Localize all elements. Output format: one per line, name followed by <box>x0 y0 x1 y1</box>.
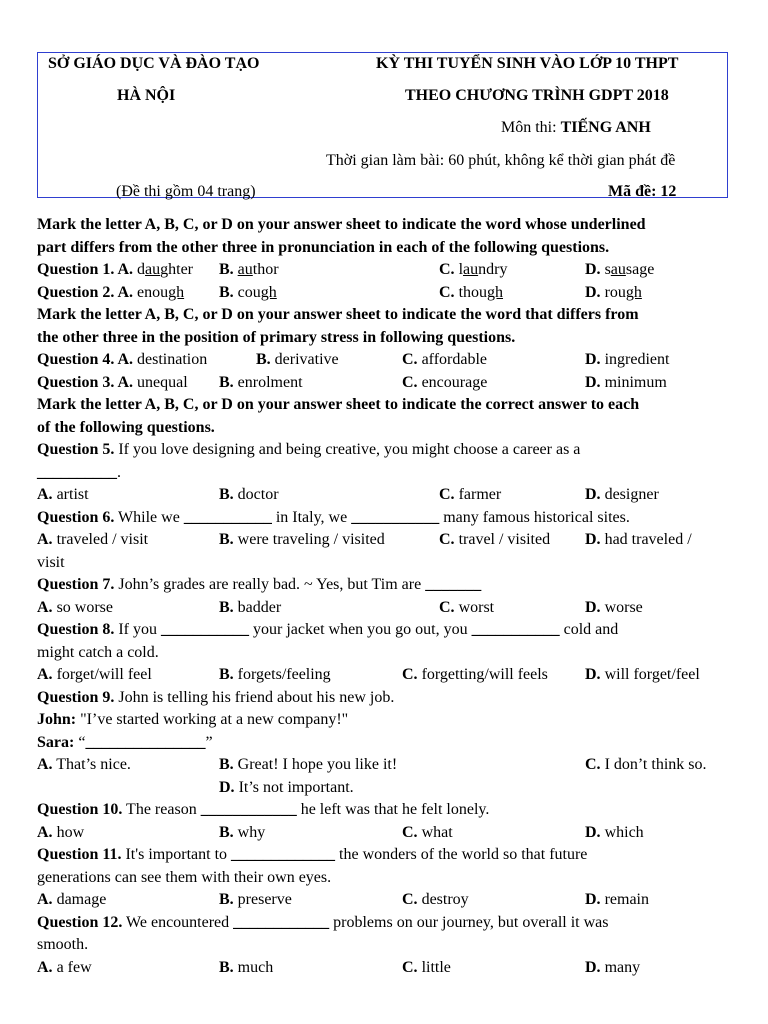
q2-a-underlined: gh <box>168 283 185 301</box>
q12-c-text: little <box>421 958 451 976</box>
q6-blank-2: ___________ <box>351 508 440 526</box>
q9-john-text: "I’ve started working at a new company!" <box>76 711 349 728</box>
q2-b-letter: B. <box>219 283 234 301</box>
q5-c-text: farmer <box>458 486 502 503</box>
q7-option-b[interactable] <box>219 597 281 620</box>
q2-option-b[interactable] <box>219 282 277 305</box>
q4-d-text: ingredient <box>604 351 670 368</box>
q12-option-a[interactable] <box>37 957 92 980</box>
q10-t1: The reason <box>122 801 201 818</box>
q8-c-text: forgetting/will feels <box>421 666 548 683</box>
q2-d-underlined: gh <box>625 283 642 301</box>
question-5-stem-cont <box>37 462 737 485</box>
instruction-stress-1: Mark the letter A, B, C, or D on your answer sheet to indicate the word that differs from <box>37 306 639 323</box>
q5-b-letter: B. <box>219 486 234 503</box>
exam-program: THEO CHƯƠNG TRÌNH GDPT 2018 <box>405 87 669 104</box>
q2-option-d[interactable] <box>585 282 642 305</box>
q8-option-d[interactable] <box>585 664 700 687</box>
q9-a-letter: A. <box>37 756 53 773</box>
question-12-options <box>37 957 737 980</box>
question-4 <box>37 349 737 372</box>
q6-option-c[interactable] <box>439 529 550 552</box>
q12-b-letter: B. <box>219 958 234 976</box>
q11-label: Question 11. <box>37 846 122 863</box>
q3-option-d[interactable] <box>585 372 667 395</box>
question-5-stem <box>37 439 737 462</box>
q11-blank: _____________ <box>231 846 336 863</box>
q4-a-text: destination <box>137 351 208 368</box>
q9-b-letter: B. <box>219 756 234 773</box>
q4-option-d[interactable] <box>585 349 669 372</box>
subject-name: TIẾNG ANH <box>560 119 651 136</box>
q1-c-letter: C. <box>439 261 455 278</box>
q9-sara-open-quote: “ <box>74 733 86 751</box>
q6-label: Question 6. <box>37 508 115 526</box>
q10-c-text: what <box>421 823 453 841</box>
q10-b-letter: B. <box>219 823 234 841</box>
q12-a-letter: A. <box>37 958 53 976</box>
q12-c-letter: C. <box>402 958 418 976</box>
exam-questions <box>37 214 737 979</box>
q9-option-c[interactable] <box>585 754 707 777</box>
q12-d-letter: D. <box>585 958 601 976</box>
q9-label: Question 9. <box>37 688 115 706</box>
question-9-options <box>37 754 737 777</box>
q6-b-text: were traveling / visited <box>237 531 385 548</box>
q4-label: Question 4. A. <box>37 351 134 368</box>
q9-option-a[interactable] <box>37 754 131 777</box>
q8-t3: cold and <box>559 621 619 638</box>
q6-option-a[interactable] <box>37 529 148 552</box>
q11-d-text: remain <box>604 891 649 908</box>
q12-a-text: a few <box>56 958 92 976</box>
q11-option-c[interactable] <box>402 889 469 912</box>
q11-a-text: damage <box>56 891 107 908</box>
q12-option-d[interactable] <box>585 957 640 980</box>
question-9-stem <box>37 687 737 710</box>
q10-t2: he left was that he felt lonely. <box>296 801 490 818</box>
question-5-options <box>37 484 737 507</box>
q7-a-letter: A. <box>37 598 53 616</box>
q2-option-c[interactable] <box>439 282 503 305</box>
q2-c-pre: thou <box>458 283 488 301</box>
city-name: HÀ NỘI <box>117 87 176 104</box>
instruction-pronunciation-1: Mark the letter A, B, C, or D on your answer sheet to indicate the word whose underlined <box>37 216 646 233</box>
q9-c-text: I don’t think so. <box>604 756 707 773</box>
q4-b-letter: B. <box>256 351 271 368</box>
q10-label: Question 10. <box>37 801 123 818</box>
q7-option-a[interactable] <box>37 597 113 620</box>
q11-c-letter: C. <box>402 891 418 908</box>
q11-c-text: destroy <box>421 891 469 908</box>
question-11-stem-cont: generations can see them with their own eyes. <box>37 868 332 886</box>
q12-t2: problems on our journey, but overall it was <box>329 913 609 931</box>
q1-option-c[interactable] <box>439 259 507 282</box>
q1-d-underlined: au <box>610 261 626 278</box>
question-7-options <box>37 597 737 620</box>
q7-c-letter: C. <box>439 598 455 616</box>
q1-option-d[interactable] <box>585 259 654 282</box>
q3-a-text: unequal <box>137 373 188 391</box>
q7-d-letter: D. <box>585 598 601 616</box>
q9-sara-close-quote: ” <box>205 733 213 751</box>
time-limit: Thời gian làm bài: 60 phút, không kể thời gian phát đề <box>326 152 676 169</box>
q7-d-text: worse <box>604 598 643 616</box>
q3-option-b[interactable] <box>219 372 303 395</box>
q12-blank: ____________ <box>233 913 330 931</box>
subject-label: Môn thi: <box>501 119 561 136</box>
q11-option-b[interactable] <box>219 889 292 912</box>
q8-d-letter: D. <box>585 666 601 683</box>
q3-b-letter: B. <box>219 373 234 391</box>
question-6-stem <box>37 507 737 530</box>
q1-b-post: thor <box>252 261 279 278</box>
q10-a-text: how <box>56 823 85 841</box>
q5-b-text: doctor <box>237 486 279 503</box>
q7-blank: _______ <box>425 576 482 593</box>
q7-b-letter: B. <box>219 598 234 616</box>
q8-option-b[interactable] <box>219 664 331 687</box>
q10-option-a[interactable] <box>37 822 84 845</box>
q1-d-post: sage <box>625 261 655 278</box>
q6-d-text: had traveled / <box>604 531 692 548</box>
q5-a-letter: A. <box>37 486 53 503</box>
q5-option-d[interactable] <box>585 484 659 507</box>
q6-c-text: travel / visited <box>458 531 551 548</box>
q2-a-pre: enou <box>137 283 169 301</box>
q6-a-text: traveled / visit <box>56 531 149 548</box>
question-12-stem-cont: smooth. <box>37 936 89 953</box>
q10-a-letter: A. <box>37 823 53 841</box>
q4-option-b[interactable] <box>256 349 339 372</box>
question-2 <box>37 282 737 305</box>
q10-option-c[interactable] <box>402 822 453 845</box>
q5-tail: . <box>117 463 121 481</box>
q9-b-text: Great! I hope you like it! <box>237 756 398 773</box>
q11-a-letter: A. <box>37 891 53 908</box>
q3-c-letter: C. <box>402 373 418 391</box>
q12-d-text: many <box>604 958 641 976</box>
q5-blank: __________ <box>37 463 117 481</box>
q1-b-underlined: au <box>237 261 253 278</box>
instruction-correct-2: of the following questions. <box>37 418 215 436</box>
q8-d-text: will forget/feel <box>604 666 700 683</box>
q8-blank-2: ___________ <box>471 621 560 638</box>
q9-d-text: It’s not important. <box>238 778 354 796</box>
q10-d-letter: D. <box>585 823 601 841</box>
q9-option-b[interactable] <box>219 754 397 777</box>
question-1 <box>37 259 737 282</box>
q5-text: If you love designing and being creative, you might choose a career as a <box>114 441 581 458</box>
q12-t1: We encountered <box>122 913 234 931</box>
q3-c-text: encourage <box>421 373 488 391</box>
q11-t2: the wonders of the world so that future <box>335 846 588 863</box>
q12-b-text: much <box>237 958 274 976</box>
q5-d-letter: D. <box>585 486 601 503</box>
q4-c-text: affordable <box>421 351 488 368</box>
q2-b-pre: cou <box>237 283 261 301</box>
question-12-stem <box>37 912 737 935</box>
q9-sara-blank: _______________ <box>85 733 206 751</box>
q1-b-letter: B. <box>219 261 234 278</box>
q1-c-post: ndry <box>478 261 508 278</box>
q9-sara-line <box>37 732 737 755</box>
q4-d-letter: D. <box>585 351 601 368</box>
q3-b-text: enrolment <box>237 373 303 391</box>
q11-option-d[interactable] <box>585 889 649 912</box>
question-11-options <box>37 889 737 912</box>
q8-b-letter: B. <box>219 666 234 683</box>
q7-option-c[interactable] <box>439 597 494 620</box>
q7-b-text: badder <box>237 598 282 616</box>
q6-t3: many famous historical sites. <box>439 508 630 526</box>
q9-sara-label: Sara: <box>37 733 75 751</box>
question-10-options <box>37 822 737 845</box>
q1-d-letter: D. <box>585 261 601 278</box>
q2-label: Question 2. A. <box>37 283 134 301</box>
q6-option-b[interactable] <box>219 529 385 552</box>
q8-t2: your jacket when you go out, you <box>249 621 472 638</box>
q11-b-letter: B. <box>219 891 234 908</box>
q3-d-letter: D. <box>585 373 601 391</box>
q3-option-c[interactable] <box>402 372 487 395</box>
q8-a-letter: A. <box>37 666 53 683</box>
question-9-options-cont <box>37 777 737 800</box>
q2-option-a[interactable] <box>37 282 184 305</box>
q6-t1: While we <box>114 508 184 526</box>
q2-c-letter: C. <box>439 283 455 301</box>
q8-a-text: forget/will feel <box>56 666 152 683</box>
question-8-options <box>37 664 737 687</box>
q9-text: John is telling his friend about his new job. <box>114 688 395 706</box>
q1-a-post: ghter <box>160 261 193 278</box>
q6-c-letter: C. <box>439 531 455 548</box>
q6-t2: in Italy, we <box>271 508 352 526</box>
q5-option-b[interactable] <box>219 484 279 507</box>
exam-title: KỲ THI TUYỂN SINH VÀO LỚP 10 THPT <box>376 55 679 72</box>
q6-a-letter: A. <box>37 531 53 548</box>
q4-option-a[interactable] <box>37 349 207 372</box>
q5-c-letter: C. <box>439 486 455 503</box>
q9-a-text: That’s nice. <box>56 756 131 773</box>
q5-d-text: designer <box>604 486 659 503</box>
department-name: SỞ GIÁO DỤC VÀ ĐÀO TẠO <box>48 55 260 72</box>
q5-label: Question 5. <box>37 441 115 458</box>
q7-label: Question 7. <box>37 576 115 593</box>
q8-option-a[interactable] <box>37 664 152 687</box>
instruction-pronunciation-2: part differs from the other three in pronunciation in each of the following questions. <box>37 238 610 256</box>
q5-option-c[interactable] <box>439 484 501 507</box>
exam-code: Mã đề: 12 <box>608 183 677 200</box>
q6-option-d-cont: visit <box>37 553 65 571</box>
question-8-stem-cont: might catch a cold. <box>37 643 159 661</box>
instruction-correct-1: Mark the letter A, B, C, or D on your answer sheet to indicate the correct answer to each <box>37 396 640 413</box>
question-6-options <box>37 529 737 552</box>
q11-t1: It's important to <box>121 846 232 863</box>
q6-d-letter: D. <box>585 531 601 548</box>
q9-c-letter: C. <box>585 756 601 773</box>
q3-label: Question 3. A. <box>37 373 134 391</box>
q4-option-c[interactable] <box>402 349 487 372</box>
q8-blank-1: ___________ <box>161 621 249 638</box>
q8-b-text: forgets/feeling <box>237 666 331 683</box>
q8-label: Question 8. <box>37 621 115 638</box>
q8-t1: If you <box>114 621 161 638</box>
q9-john-line <box>37 709 737 732</box>
q5-option-a[interactable] <box>37 484 89 507</box>
q6-blank-1: ___________ <box>183 508 272 526</box>
q8-c-letter: C. <box>402 666 418 683</box>
q11-option-a[interactable] <box>37 889 106 912</box>
q10-option-d[interactable] <box>585 822 644 845</box>
q7-a-text: so worse <box>56 598 113 616</box>
question-10-stem <box>37 799 737 822</box>
q10-blank: ____________ <box>200 801 297 818</box>
q3-d-text: minimum <box>604 373 667 391</box>
q11-d-letter: D. <box>585 891 601 908</box>
q8-option-c[interactable] <box>402 664 548 687</box>
q10-d-text: which <box>604 823 644 841</box>
q7-text: John’s grades are really bad. ~ Yes, but Tim are <box>114 576 426 593</box>
question-7-stem <box>37 574 737 597</box>
q4-b-text: derivative <box>274 351 339 368</box>
q1-label: Question 1. A. <box>37 261 134 278</box>
q11-b-text: preserve <box>237 891 292 908</box>
q10-c-letter: C. <box>402 823 418 841</box>
instruction-stress-2: the other three in the position of primary stress in following questions. <box>37 328 516 346</box>
q1-d-pre: s <box>604 261 611 278</box>
question-8-stem <box>37 619 737 642</box>
q5-a-text: artist <box>56 486 89 503</box>
q6-b-letter: B. <box>219 531 234 548</box>
q10-b-text: why <box>237 823 266 841</box>
subject-line <box>501 118 651 138</box>
q7-option-d[interactable] <box>585 597 643 620</box>
q9-option-d[interactable] <box>219 777 354 800</box>
q12-option-b[interactable] <box>219 957 273 980</box>
q1-c-underlined: au <box>463 261 479 278</box>
question-11-stem <box>37 844 737 867</box>
page-count: (Đề thi gồm 04 trang) <box>116 183 256 200</box>
q12-option-c[interactable] <box>402 957 451 980</box>
q9-john-label: John: <box>37 711 77 728</box>
q2-d-pre: rou <box>604 283 626 301</box>
q1-a-pre: d <box>137 261 146 278</box>
q1-c-pre: l <box>458 261 464 278</box>
q9-d-letter: D. <box>219 778 235 796</box>
q7-c-text: worst <box>458 598 495 616</box>
q12-label: Question 12. <box>37 913 123 931</box>
q3-option-a[interactable] <box>37 372 188 395</box>
question-3 <box>37 372 737 395</box>
q1-a-underlined: au <box>145 261 161 278</box>
q1-option-b[interactable] <box>219 259 279 282</box>
q4-c-letter: C. <box>402 351 418 368</box>
q1-option-a[interactable] <box>37 259 193 282</box>
q2-d-letter: D. <box>585 283 601 301</box>
q6-option-d[interactable] <box>585 529 692 552</box>
q2-c-underlined: gh <box>487 283 504 301</box>
q10-option-b[interactable] <box>219 822 265 845</box>
q2-b-underlined: gh <box>260 283 277 301</box>
